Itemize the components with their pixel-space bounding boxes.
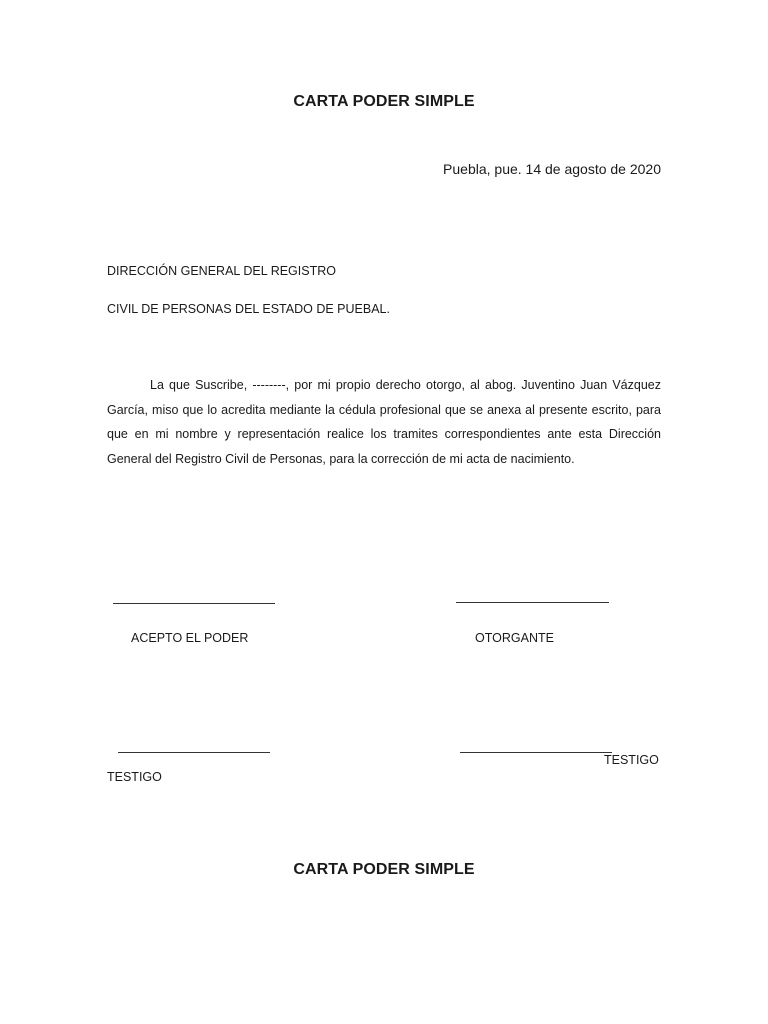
document-title: CARTA PODER SIMPLE: [293, 93, 475, 110]
recipient-line-1: DIRECCIÓN GENERAL DEL REGISTRO: [107, 264, 336, 278]
witness-left-label: TESTIGO: [107, 770, 162, 784]
repeat-document-title: CARTA PODER SIMPLE: [293, 861, 475, 878]
signature-line-accept: [113, 603, 275, 604]
recipient-line-2: CIVIL DE PERSONAS DEL ESTADO DE PUEBAL.: [107, 302, 390, 316]
body-paragraph: La que Suscribe, --------, por mi propio derecho otorgo, al abog. Juventino Juan Vázquez García, miso que lo acredita mediante la cédula profesional que se anexa al presente escrito, para que en mi nombre y representación realice los tramites correspondientes ante esta Dirección General del Registro Civil de Personas, para la corrección de mi acta de nacimiento.: [107, 378, 661, 466]
signature-line-grantor: [456, 602, 609, 603]
signature-line-witness-right: [460, 752, 612, 753]
signature-line-witness-left: [118, 752, 270, 753]
accept-power-label: ACEPTO EL PODER: [131, 631, 249, 645]
witness-right-label: TESTIGO: [604, 753, 659, 767]
grantor-label: OTORGANTE: [475, 631, 554, 645]
date-line: Puebla, pue. 14 de agosto de 2020: [443, 161, 661, 177]
